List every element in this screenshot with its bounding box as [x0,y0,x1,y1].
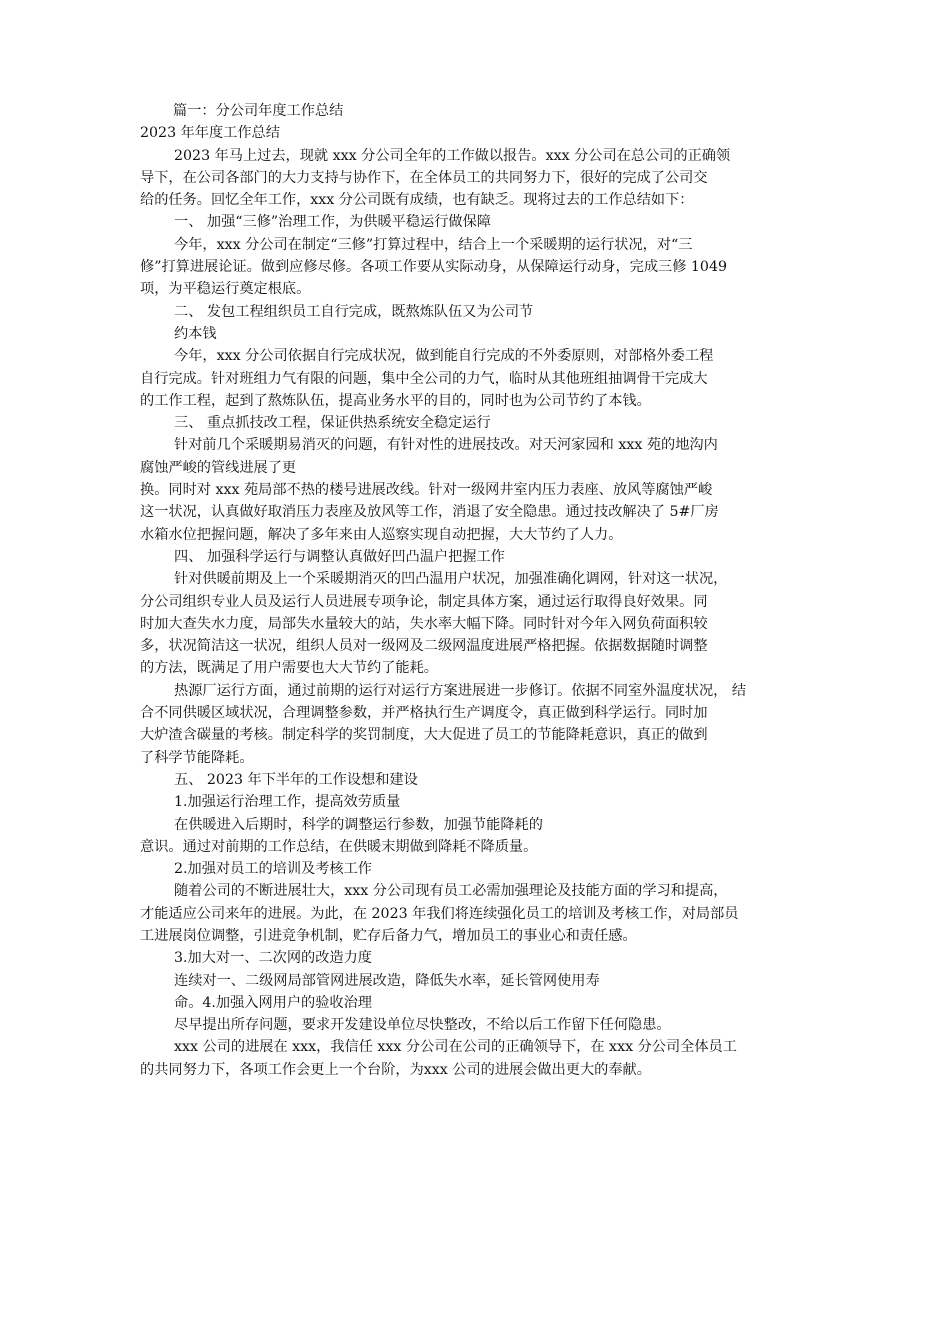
text-line: 尽早提出所存问题，要求开发建设单位尽快整改，不给以后工作留下任何隐患。 [174,1017,671,1034]
text-line: 腐蚀严峻的管线进展了更 [140,459,297,476]
text-line: 才能适应公司来年的进展。为此，在 2023 年我们将连续强化员工的培训及考核工作，对局部员 [140,905,739,922]
text-line: 热源厂运行方面，通过前期的运行对运行方案进展进一步修订。依据不同室外温度状况， 结 [174,682,747,699]
text-line: 导下，在公司各部门的大力支持与协作下，在全体员工的共同努力下，很好的完成了公司交 [140,169,708,186]
text-line: 自行完成。针对班组力气有限的问题，集中全公司的力气，临时从其他班组抽调骨干完成大 [140,370,708,387]
text-line: 2.加强对员工的培训及考核工作 [174,861,372,878]
text-line: 在供暖进入后期时，科学的调整运行参数，加强节能降耗的 [174,816,543,833]
text-line: 给的任务。回忆全年工作，xxx 分公司既有成绩，也有缺乏。现将过去的工作总结如下： [140,192,694,209]
text-line: 针对前几个采暖期易消灭的问题，有针对性的进展技改。对天河家园和 xxx 苑的地沟内 [174,437,718,454]
text-line: 四、 加强科学运行与调整认真做好凹凸温户把握工作 [174,548,505,565]
text-line: 水箱水位把握问题，解决了多年来由人巡察实现自动把握，大大节约了人力。 [140,526,623,543]
text-line: 今年，xxx 分公司在制定“三修”打算过程中，结合上一个采暖期的运行状况，对“三 [174,236,693,253]
text-line: xxx 公司的进展在 xxx，我信任 xxx 分公司在公司的正确领导下，在 xxx 分公司全体员工 [174,1039,737,1056]
text-line: 的工作工程，起到了熬炼队伍，提高业务水平的目的，同时也为公司节约了本钱。 [140,392,651,409]
document-page [140,100,820,1081]
text-line: 合不同供暖区域状况，合理调整参数，并严格执行生产调度令，真正做到科学运行。同时加 [140,705,708,722]
text-line: 换。同时对 xxx 苑局部不热的楼号进展改线。针对一级网井室内压力表座、放风等腐蚀严峻 [140,482,713,499]
text-line: 这一状况，认真做好取消压力表座及放风等工作，消退了安全隐患。通过技改解决了 5#厂房 [140,504,719,521]
text-line: 工进展岗位调整，引进竞争机制，贮存后备力气，增加员工的事业心和责任感。 [140,927,637,944]
text-line: 今年，xxx 分公司依据自行完成状况，做到能自行完成的不外委原则，对部格外委工程 [174,348,714,365]
text-line: 连续对一、二级网局部管网进展改造，降低失水率，延长管网使用寿 [174,972,600,989]
text-line: 多，状况简洁这一状况，组织人员对一级网及二级网温度进展严格把握。依据数据随时调整 [140,638,708,655]
text-line: 2023 年马上过去，现就 xxx 分公司全年的工作做以报告。xxx 分公司在总公司的正确领 [174,147,731,164]
text-line: 约本钱 [174,325,217,342]
text-line: 五、 2023 年下半年的工作设想和建设 [174,771,418,788]
text-line: 3.加大对一、二次网的改造力度 [174,950,372,967]
text-line: 1.加强运行治理工作，提高效劳质量 [174,794,401,811]
text-line: 时加大查失水力度，局部失水量较大的站，失水率大幅下降。同时针对今年入网负荷面积较 [140,615,708,632]
text-line: 篇一：分公司年度工作总结 [173,103,344,119]
text-line: 分公司组织专业人员及运行人员进展专项争论，制定具体方案，通过运行取得良好效果。同 [140,593,708,610]
text-line: 针对供暖前期及上一个采暖期消灭的凹凸温用户状况，加强准确化调网，针对这一状况， [174,571,728,588]
text-line: 大炉渣含碳量的考核。制定科学的奖罚制度，大大促进了员工的节能降耗意识，真正的做到 [140,727,708,744]
text-line: 修”打算进展论证。做到应修尽修。各项工作要从实际动身，从保障运行动身，完成三修 1049 [140,259,727,276]
text-line: 意识。通过对前期的工作总结，在供暖末期做到降耗不降质量。 [140,838,538,855]
text-line: 的共同努力下，各项工作会更上一个台阶，为xxx 公司的进展会做出更大的奉献。 [140,1061,651,1078]
text-line: 随着公司的不断进展壮大，xxx 分公司现有员工必需加强理论及技能方面的学习和提高， [174,883,728,900]
text-line: 命。4.加强入网用户的验收治理 [174,994,372,1011]
text-line: 2023 年年度工作总结 [140,125,280,142]
text-line: 的方法，既满足了用户需要也大大节约了能耗。 [140,660,438,677]
text-line: 二、 发包工程组织员工自行完成，既熬炼队伍又为公司节 [174,303,534,320]
text-line: 三、 重点抓技改工程，保证供热系统安全稳定运行 [174,415,491,432]
text-line: 项，为平稳运行奠定根底。 [140,281,311,298]
text-line: 一、 加强“三修”治理工作，为供暖平稳运行做保障 [174,214,491,231]
text-line: 了科学节能降耗。 [140,749,254,766]
